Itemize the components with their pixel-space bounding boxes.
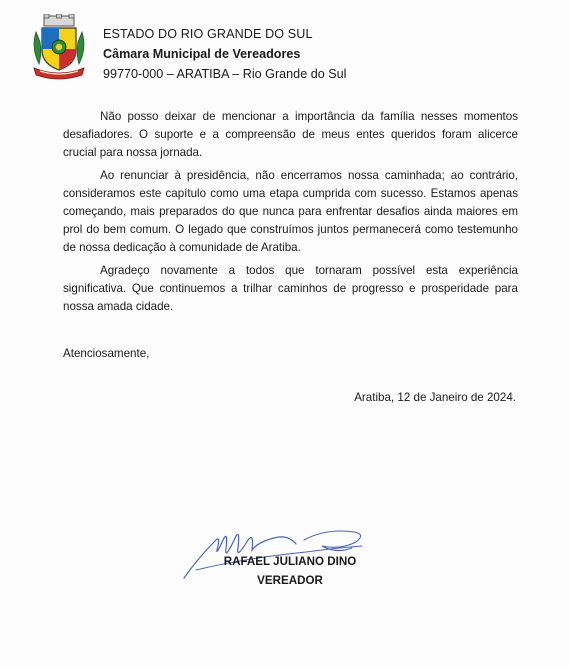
signature-block <box>210 552 370 590</box>
letterhead <box>103 24 346 84</box>
paragraph-thanks: Agradeço novamente a todos que tornaram possível esta experiência significativa. Que continuemos a trilhar caminhos de progresso e prosperidade para nossa amada cidade. <box>63 263 518 314</box>
signer-role: VEREADOR <box>257 574 323 587</box>
municipal-coat-of-arms <box>30 14 88 80</box>
paragraph-family: Não posso deixar de mencionar a importância da família nesses momentos desafiadores. O suporte e a compreensão de meus entes queridos foram alicerce crucial para nossa jornada. <box>63 110 518 160</box>
signer-name: RAFAEL JULIANO DINO <box>223 555 357 568</box>
closing-salutation: Atenciosamente, <box>63 347 150 360</box>
letter-body <box>63 108 518 320</box>
place-and-date: Aratiba, 12 de Janeiro de 2024. <box>354 391 516 404</box>
chamber-name: Câmara Municipal de Vereadores <box>103 47 301 61</box>
paragraph-resignation: Ao renunciar à presidência, não encerramos nossa caminhada; ao contrário, consideramos este capítulo como uma etapa cumprida com sucesso. Estamos apenas começando, mais preparados do que nunca para enfrentar desafios ainda maiores em prol do bem comum. O legado que construímos juntos permanecerá como testemunho de nossa dedicação à comunidade de Aratiba. <box>63 168 518 255</box>
address-line: 99770-000 – ARATIBA – Rio Grande do Sul <box>103 67 347 81</box>
state-name: ESTADO DO RIO GRANDE DO SUL <box>103 27 313 41</box>
